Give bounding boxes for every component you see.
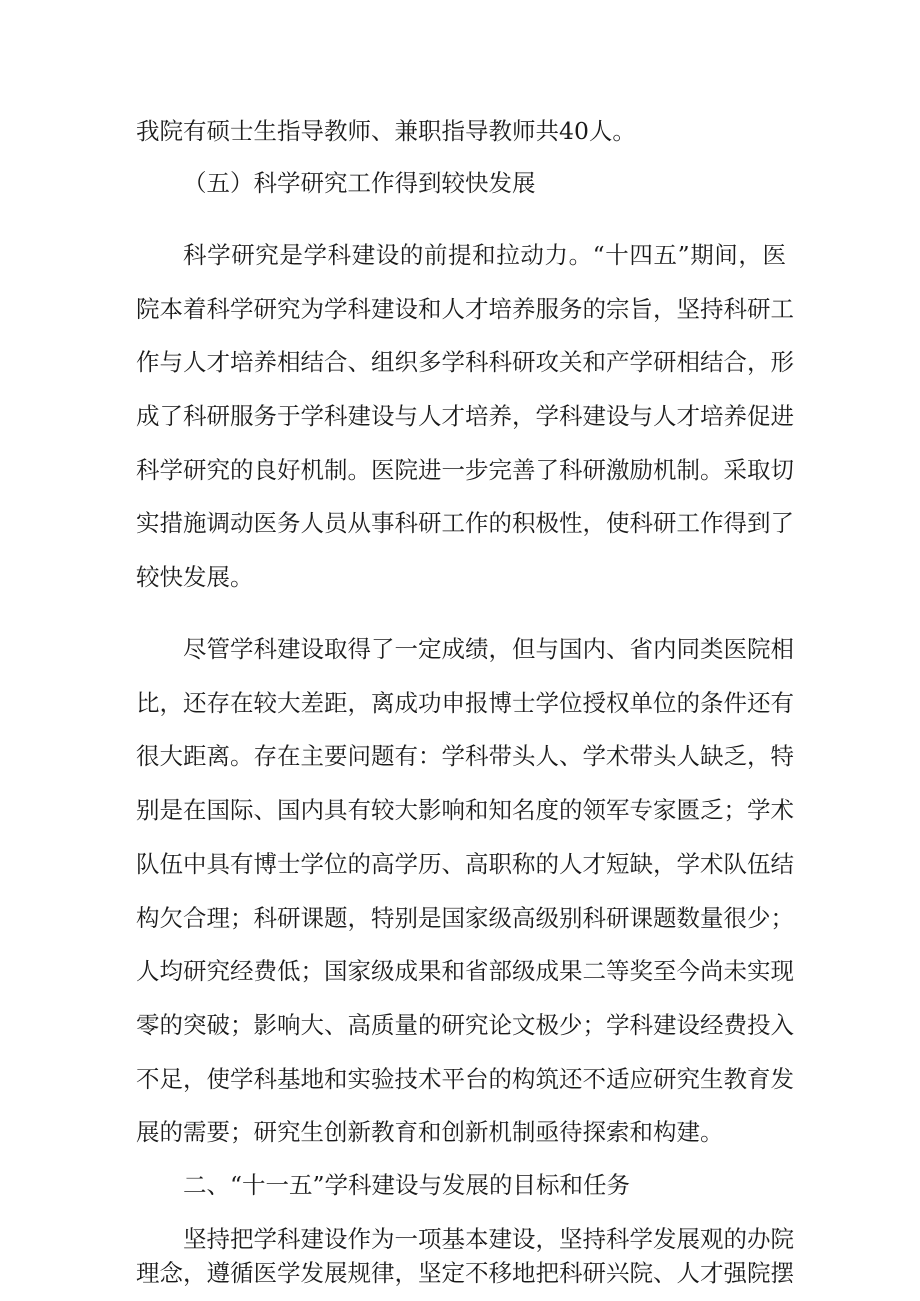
text-line: 科学研究的良好机制。医院进一步完善了科研激励机制。采取切 <box>136 456 794 484</box>
text-line: 不足，使学科基地和实验技术平台的构筑还不适应研究生教育发 <box>136 1065 794 1093</box>
text-line: 很大距离。存在主要问题有：学科带头人、学术带头人缺乏，特 <box>136 742 794 770</box>
text-line: 比，还存在较大差距，离成功申报博士学位授权单位的条件还有 <box>136 689 794 717</box>
text-line: 队伍中具有博士学位的高学历、高职称的人才短缺，学术队伍结 <box>136 850 794 878</box>
text-line: 尽管学科建设取得了一定成绩，但与国内、省内同类医院相 <box>183 635 794 663</box>
text-line: 人均研究经费低；国家级成果和省部级成果二等奖至今尚未实现 <box>136 957 794 985</box>
text-line: 坚持把学科建设作为一项基本建设，坚持科学发展观的办院 <box>183 1225 794 1253</box>
text-line: 展的需要；研究生创新教育和创新机制亟待探索和构建。 <box>136 1118 724 1146</box>
text-line: 科学研究是学科建设的前提和拉动力。“十四五”期间，医 <box>183 241 786 269</box>
section-heading: 二、“十一五”学科建设与发展的目标和任务 <box>183 1171 631 1199</box>
text-line: 实措施调动医务人员从事科研工作的积极性，使科研工作得到了 <box>136 509 794 537</box>
text-line: 别是在国际、国内具有较大影响和知名度的领军专家匮乏；学术 <box>136 796 794 824</box>
text-line: 我院有硕士生指导教师、兼职指导教师共40人。 <box>136 117 636 145</box>
text-line: 零的突破；影响大、高质量的研究论文极少；学科建设经费投入 <box>136 1011 794 1039</box>
text-line: 作与人才培养相结合、组织多学科科研攻关和产学研相结合，形 <box>136 348 794 376</box>
section-heading: （五）科学研究工作得到较快发展 <box>183 169 536 197</box>
text-line: 成了科研服务于学科建设与人才培养，学科建设与人才培养促进 <box>136 402 794 430</box>
text-line: 院本着科学研究为学科建设和人才培养服务的宗旨，坚持科研工 <box>136 295 794 323</box>
text-line: 构欠合理；科研课题，特别是国家级高级别科研课题数量很少； <box>136 904 794 932</box>
text-line: 较快发展。 <box>136 563 254 591</box>
text-line: 理念，遵循医学发展规律，坚定不移地把科研兴院、人才强院摆 <box>136 1259 794 1287</box>
